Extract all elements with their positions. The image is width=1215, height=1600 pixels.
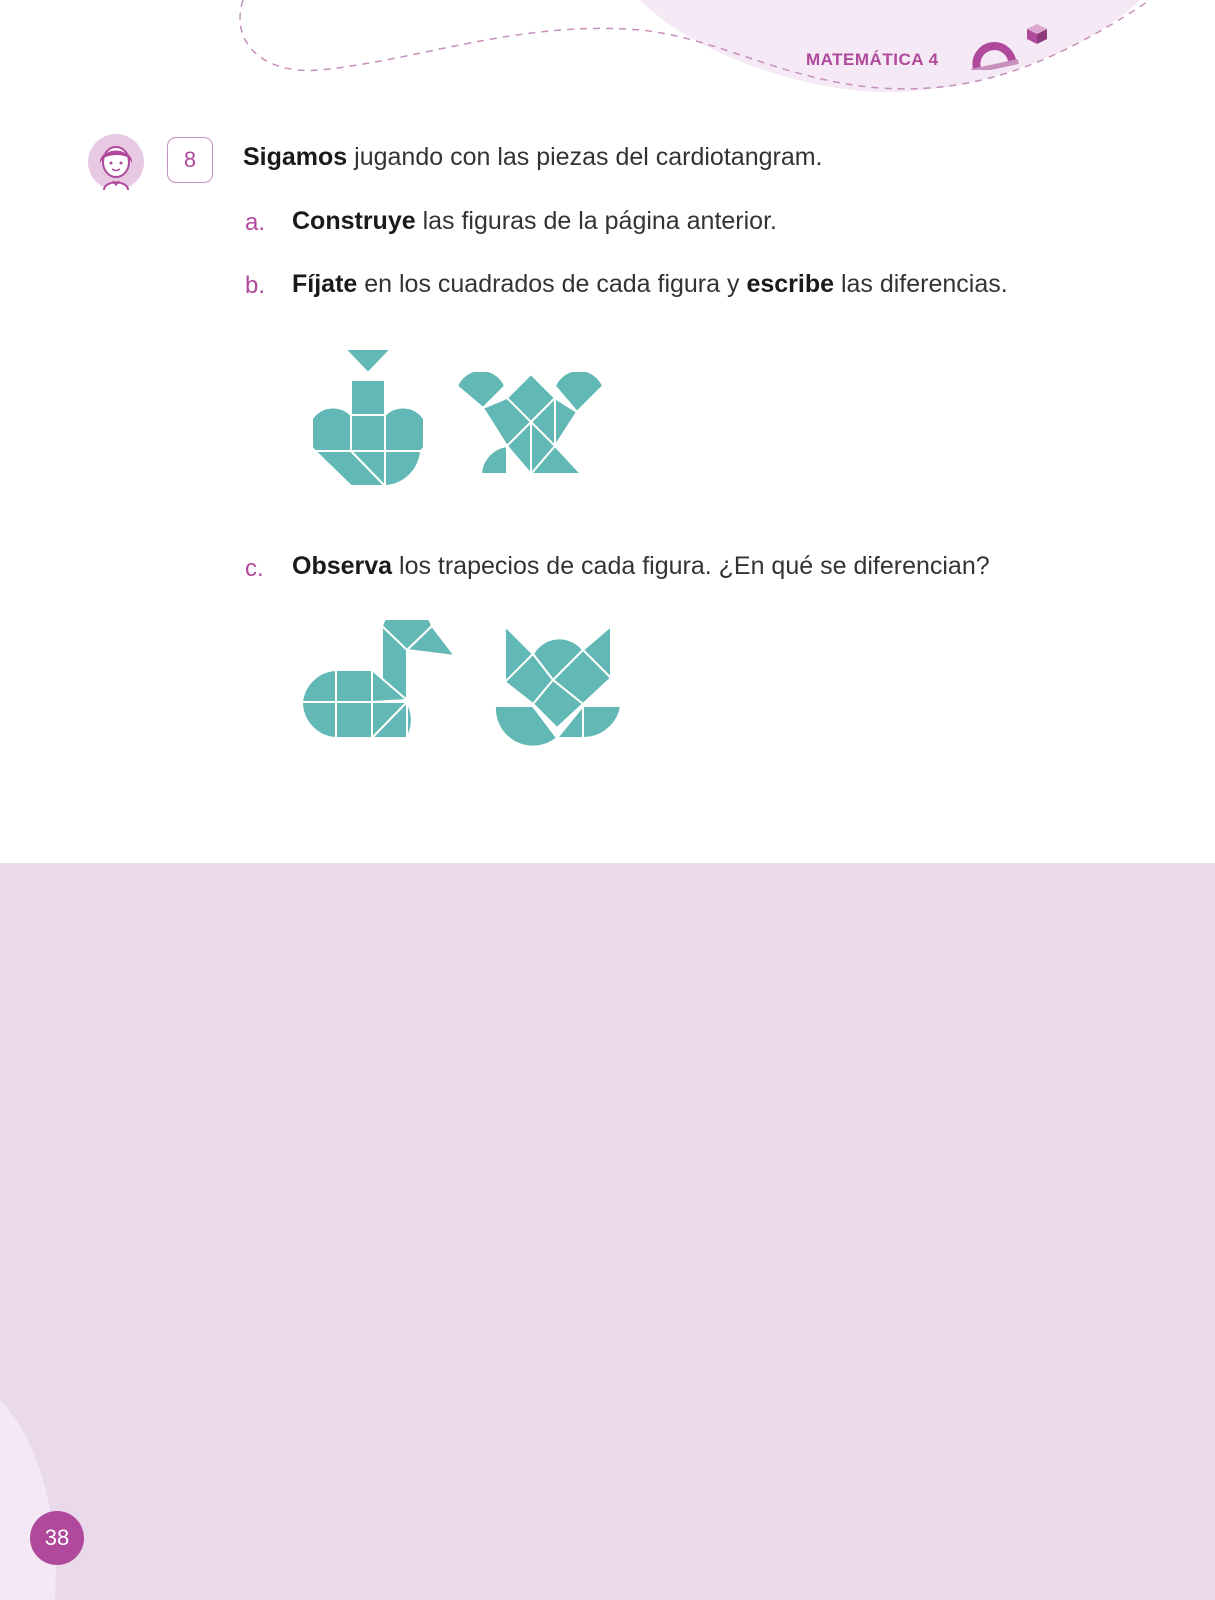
protractor-icon: [965, 26, 1025, 70]
tangram-cat-figure: [493, 622, 628, 747]
item-a-text: [292, 207, 777, 236]
tangram-swan-figure: [300, 620, 460, 745]
item-b-text: [292, 270, 1008, 299]
item-b-bold2: escribe: [746, 270, 834, 298]
intro-bold: Sigamos: [243, 143, 348, 171]
item-b-rest2: las diferencias.: [834, 270, 1008, 298]
cube-icon: [1025, 22, 1049, 46]
activity-intro: [243, 143, 823, 172]
header-decoration: [0, 0, 1215, 110]
intro-text: jugando con las piezas del cardiotangram.: [347, 143, 823, 171]
item-a-letter: a.: [245, 209, 266, 236]
item-b-letter: b.: [245, 272, 266, 299]
activity-number-badge: 8: [167, 137, 213, 183]
tangram-bottle-figure: [313, 343, 423, 488]
corner-decoration: [0, 1400, 70, 1600]
answer-writing-area[interactable]: [0, 863, 1215, 1600]
tangram-bird-figure: [455, 372, 605, 484]
page-number: 38: [30, 1511, 84, 1565]
item-a-bold: Construye: [292, 207, 416, 235]
item-c-letter: c.: [245, 555, 264, 582]
brand-title: MATEMÁTICA 4: [806, 50, 939, 69]
item-a-rest: las figuras de la página anterior.: [415, 207, 777, 235]
item-b-rest: en los cuadrados de cada figura y: [357, 270, 747, 298]
item-c-rest: los trapecios de cada figura. ¿En qué se diferencian?: [392, 552, 990, 580]
student-avatar-icon: [86, 132, 146, 192]
item-b-bold: Fíjate: [292, 270, 358, 298]
item-c-text: [292, 552, 990, 581]
item-c-bold: Observa: [292, 552, 393, 580]
